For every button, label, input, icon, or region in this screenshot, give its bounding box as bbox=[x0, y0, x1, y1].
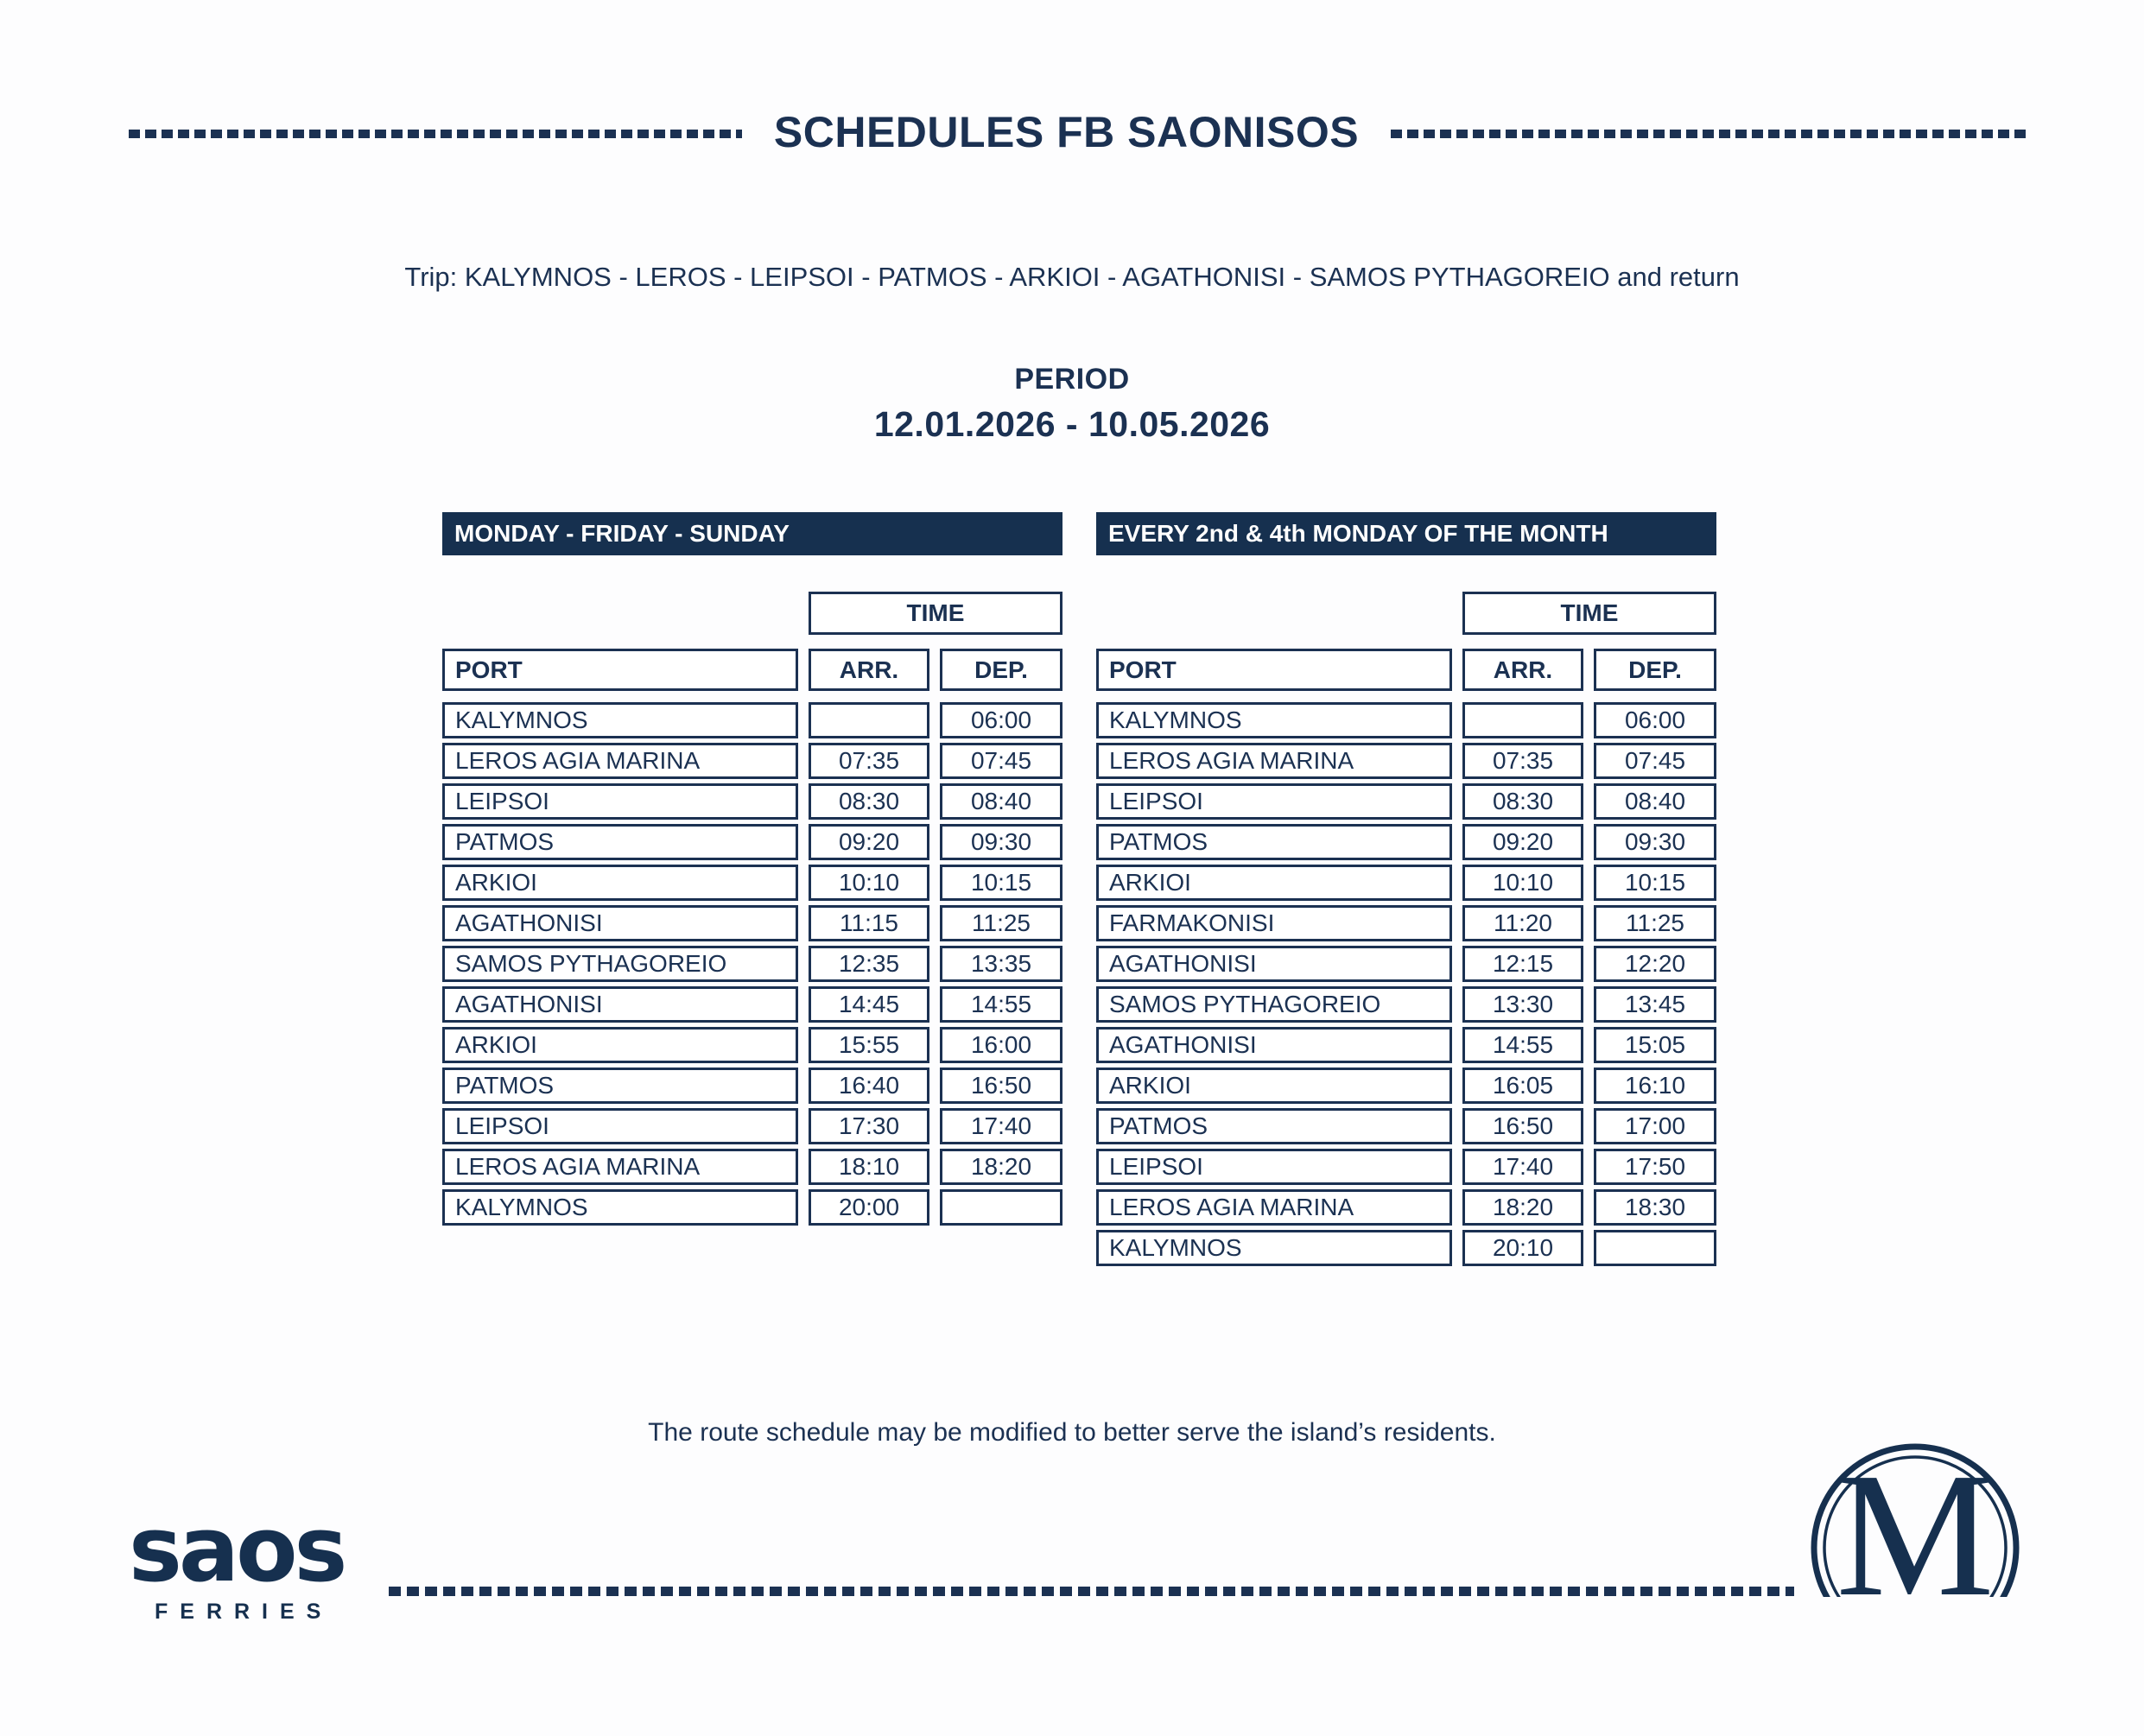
arrival-cell: 16:50 bbox=[1462, 1108, 1583, 1144]
arrival-cell: 17:30 bbox=[809, 1108, 929, 1144]
table-row bbox=[1096, 1230, 1716, 1266]
table-row bbox=[442, 865, 1062, 901]
arrival-cell: 14:55 bbox=[1462, 1027, 1583, 1063]
arrival-cell: 20:10 bbox=[1462, 1230, 1583, 1266]
table-row bbox=[442, 783, 1062, 820]
arrival-cell: 10:10 bbox=[809, 865, 929, 901]
departure-cell: 18:30 bbox=[1594, 1189, 1716, 1226]
port-cell: LEIPSOI bbox=[442, 1108, 798, 1144]
title-dash-left bbox=[129, 130, 742, 138]
departure-column-header: DEP. bbox=[1594, 649, 1716, 691]
table-row bbox=[442, 702, 1062, 738]
port-cell: PATMOS bbox=[442, 824, 798, 860]
monogram-logo bbox=[1807, 1438, 2023, 1597]
arrival-cell bbox=[1462, 702, 1583, 738]
arrival-cell bbox=[809, 702, 929, 738]
page-title: SCHEDULES FB SAONISOS bbox=[773, 108, 1360, 156]
table-row bbox=[1096, 1189, 1716, 1226]
departure-cell: 11:25 bbox=[940, 905, 1062, 941]
table-row bbox=[1096, 743, 1716, 779]
arrival-cell: 09:20 bbox=[809, 824, 929, 860]
table-row bbox=[442, 1068, 1062, 1104]
port-cell: LEIPSOI bbox=[442, 783, 798, 820]
table-row bbox=[442, 1149, 1062, 1185]
arrival-cell: 07:35 bbox=[1462, 743, 1583, 779]
arrival-column-header: ARR. bbox=[1462, 649, 1583, 691]
arrival-cell: 10:10 bbox=[1462, 865, 1583, 901]
period-block bbox=[0, 363, 2144, 445]
departure-cell: 15:05 bbox=[1594, 1027, 1716, 1063]
monogram-circle-icon bbox=[1807, 1438, 2023, 1597]
period-range: 12.01.2026 - 10.05.2026 bbox=[873, 404, 1271, 444]
departure-cell: 16:00 bbox=[940, 1027, 1062, 1063]
port-cell: KALYMNOS bbox=[1096, 702, 1452, 738]
port-cell: ARKIOI bbox=[442, 865, 798, 901]
column-header-row bbox=[442, 649, 1062, 691]
departure-cell: 06:00 bbox=[940, 702, 1062, 738]
arrival-cell: 11:15 bbox=[809, 905, 929, 941]
table-row bbox=[1096, 1108, 1716, 1144]
departure-cell: 09:30 bbox=[940, 824, 1062, 860]
port-cell: LEROS AGIA MARINA bbox=[442, 743, 798, 779]
table-row bbox=[1096, 1027, 1716, 1063]
column-header-row bbox=[1096, 649, 1716, 691]
table-row bbox=[1096, 1068, 1716, 1104]
arrival-cell: 20:00 bbox=[809, 1189, 929, 1226]
time-header: TIME bbox=[1462, 592, 1716, 635]
port-cell: FARMAKONISI bbox=[1096, 905, 1452, 941]
departure-cell: 16:50 bbox=[940, 1068, 1062, 1104]
arrival-cell: 09:20 bbox=[1462, 824, 1583, 860]
schedule-rows bbox=[442, 702, 1062, 1226]
schedule-table-monday-special bbox=[1096, 512, 1716, 1270]
table-row bbox=[1096, 783, 1716, 820]
monogram-letter: M bbox=[1836, 1438, 1995, 1597]
departure-cell: 08:40 bbox=[940, 783, 1062, 820]
departure-cell: 17:00 bbox=[1594, 1108, 1716, 1144]
port-cell: LEIPSOI bbox=[1096, 783, 1452, 820]
table-row bbox=[442, 1189, 1062, 1226]
table-row bbox=[442, 1027, 1062, 1063]
table-row bbox=[1096, 1149, 1716, 1185]
port-cell: ARKIOI bbox=[1096, 865, 1452, 901]
title-dash-right bbox=[1391, 130, 2026, 138]
table-row bbox=[1096, 824, 1716, 860]
port-cell: SAMOS PYTHAGOREIO bbox=[442, 946, 798, 982]
arrival-cell: 17:40 bbox=[1462, 1149, 1583, 1185]
port-cell: ARKIOI bbox=[1096, 1068, 1452, 1104]
departure-cell: 10:15 bbox=[940, 865, 1062, 901]
arrival-cell: 16:40 bbox=[809, 1068, 929, 1104]
port-cell: PATMOS bbox=[442, 1068, 798, 1104]
port-cell: AGATHONISI bbox=[442, 905, 798, 941]
departure-cell: 06:00 bbox=[1594, 702, 1716, 738]
departure-cell bbox=[940, 1189, 1062, 1226]
port-cell: PATMOS bbox=[1096, 1108, 1452, 1144]
arrival-cell: 12:35 bbox=[809, 946, 929, 982]
departure-cell: 10:15 bbox=[1594, 865, 1716, 901]
arrival-cell: 18:20 bbox=[1462, 1189, 1583, 1226]
port-cell: SAMOS PYTHAGOREIO bbox=[1096, 986, 1452, 1023]
table-row bbox=[442, 743, 1062, 779]
port-cell: PATMOS bbox=[1096, 824, 1452, 860]
table-row bbox=[442, 824, 1062, 860]
arrival-cell: 08:30 bbox=[1462, 783, 1583, 820]
port-cell: LEROS AGIA MARINA bbox=[1096, 1189, 1452, 1226]
departure-cell: 08:40 bbox=[1594, 783, 1716, 820]
arrival-cell: 12:15 bbox=[1462, 946, 1583, 982]
table-row bbox=[442, 905, 1062, 941]
port-cell: LEROS AGIA MARINA bbox=[442, 1149, 798, 1185]
arrival-cell: 14:45 bbox=[809, 986, 929, 1023]
arrival-cell: 11:20 bbox=[1462, 905, 1583, 941]
departure-cell: 12:20 bbox=[1594, 946, 1716, 982]
table-row bbox=[442, 986, 1062, 1023]
saos-logo-subtext: FERRIES bbox=[155, 1600, 333, 1624]
arrival-cell: 08:30 bbox=[809, 783, 929, 820]
departure-cell: 07:45 bbox=[940, 743, 1062, 779]
port-cell: KALYMNOS bbox=[442, 1189, 798, 1226]
arrival-cell: 16:05 bbox=[1462, 1068, 1583, 1104]
port-column-header: PORT bbox=[442, 649, 798, 691]
departure-cell: 11:25 bbox=[1594, 905, 1716, 941]
day-header: EVERY 2nd & 4th MONDAY OF THE MONTH bbox=[1096, 512, 1716, 555]
departure-cell: 14:55 bbox=[940, 986, 1062, 1023]
departure-cell: 18:20 bbox=[940, 1149, 1062, 1185]
saos-logo-wordmark: saos bbox=[129, 1497, 345, 1602]
departure-cell bbox=[1594, 1230, 1716, 1266]
day-header: MONDAY - FRIDAY - SUNDAY bbox=[442, 512, 1062, 555]
departure-cell: 07:45 bbox=[1594, 743, 1716, 779]
port-cell: LEIPSOI bbox=[1096, 1149, 1452, 1185]
port-cell: KALYMNOS bbox=[1096, 1230, 1452, 1266]
departure-cell: 09:30 bbox=[1594, 824, 1716, 860]
departure-cell: 17:50 bbox=[1594, 1149, 1716, 1185]
table-row bbox=[1096, 986, 1716, 1023]
schedule-disclaimer: The route schedule may be modified to better serve the island’s residents. bbox=[648, 1418, 1496, 1447]
departure-cell: 17:40 bbox=[940, 1108, 1062, 1144]
schedule-table-weekday bbox=[442, 512, 1062, 1230]
port-column-header: PORT bbox=[1096, 649, 1452, 691]
departure-cell: 13:35 bbox=[940, 946, 1062, 982]
port-cell: AGATHONISI bbox=[1096, 1027, 1452, 1063]
port-cell: AGATHONISI bbox=[442, 986, 798, 1023]
table-row bbox=[1096, 946, 1716, 982]
period-label: PERIOD bbox=[1014, 363, 1130, 396]
table-row bbox=[1096, 905, 1716, 941]
table-row bbox=[1096, 702, 1716, 738]
table-row bbox=[442, 946, 1062, 982]
arrival-cell: 18:10 bbox=[809, 1149, 929, 1185]
port-cell: KALYMNOS bbox=[442, 702, 798, 738]
trip-description: Trip: KALYMNOS - LEROS - LEIPSOI - PATMOS - ARKIOI - AGATHONISI - SAMOS PYTHAGOREIO and return bbox=[404, 262, 1740, 292]
arrival-cell: 07:35 bbox=[809, 743, 929, 779]
table-row bbox=[442, 1108, 1062, 1144]
departure-column-header: DEP. bbox=[940, 649, 1062, 691]
arrival-column-header: ARR. bbox=[809, 649, 929, 691]
port-cell: ARKIOI bbox=[442, 1027, 798, 1063]
departure-cell: 13:45 bbox=[1594, 986, 1716, 1023]
arrival-cell: 15:55 bbox=[809, 1027, 929, 1063]
departure-cell: 16:10 bbox=[1594, 1068, 1716, 1104]
footer-dash-line bbox=[389, 1587, 1794, 1596]
title-band bbox=[0, 108, 2144, 157]
table-row bbox=[1096, 865, 1716, 901]
time-header: TIME bbox=[809, 592, 1062, 635]
arrival-cell: 13:30 bbox=[1462, 986, 1583, 1023]
port-cell: AGATHONISI bbox=[1096, 946, 1452, 982]
saos-ferries-logo bbox=[129, 1497, 371, 1625]
schedule-rows bbox=[1096, 702, 1716, 1266]
port-cell: LEROS AGIA MARINA bbox=[1096, 743, 1452, 779]
